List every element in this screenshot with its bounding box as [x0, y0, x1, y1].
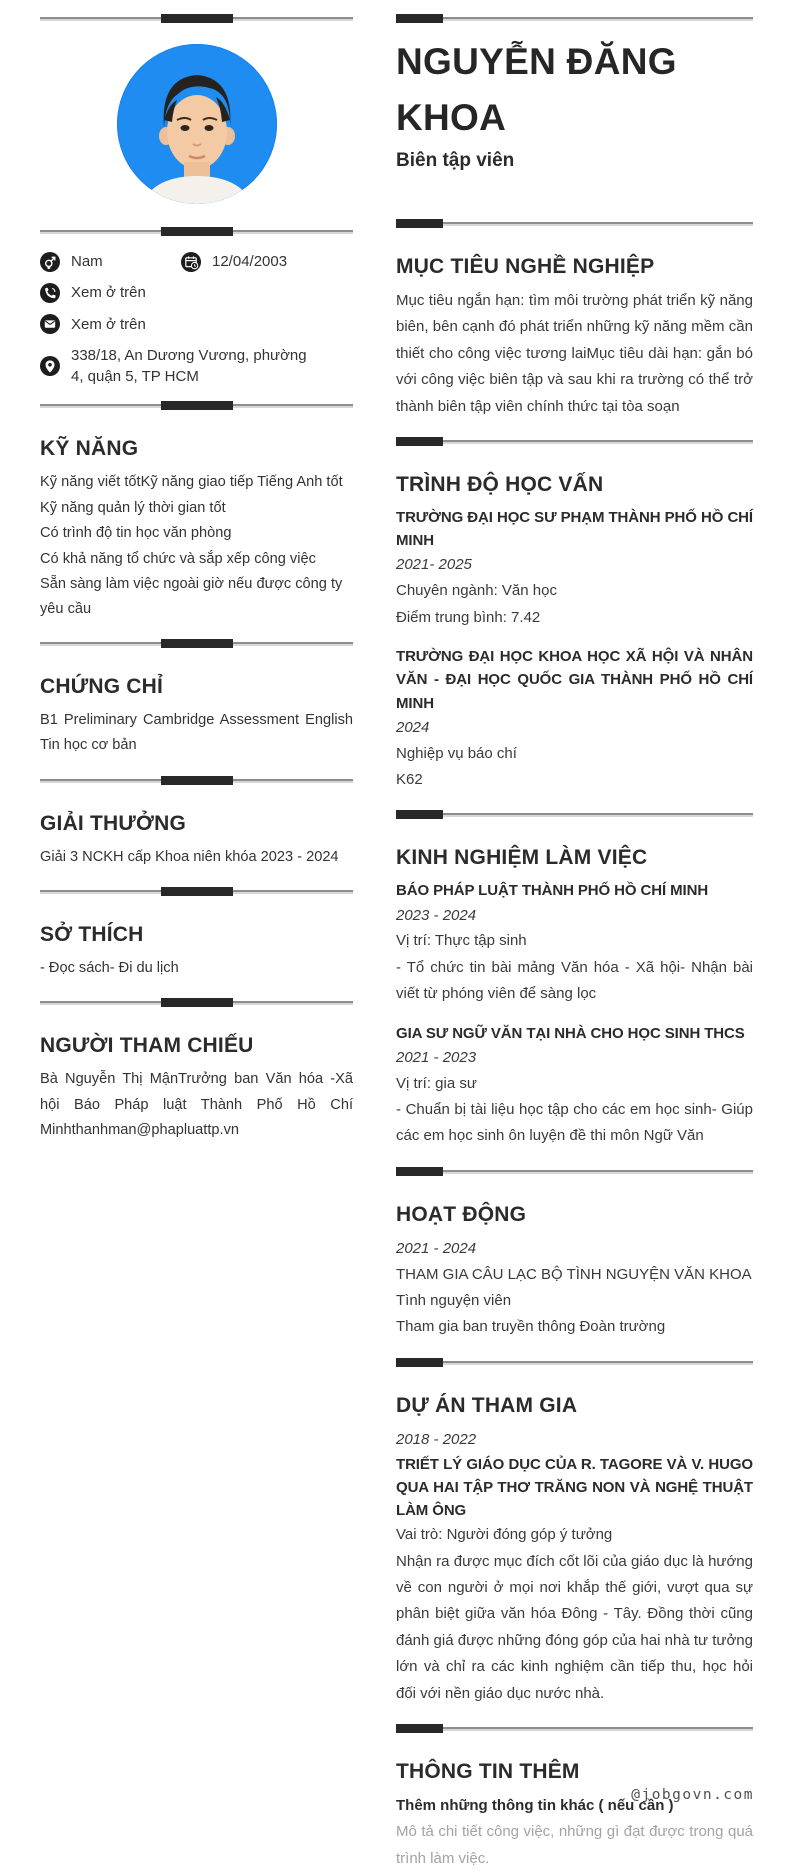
- project-entry: [396, 1427, 753, 1707]
- contact-info: [40, 251, 353, 387]
- divider: [396, 1167, 753, 1176]
- calendar-icon: [181, 252, 201, 272]
- additional-placeholder: Mô tả chi tiết công việc, những gì đạt được trong quá trình làm việc.: [396, 1823, 753, 1867]
- projects-heading: DỰ ÁN THAM GIA: [396, 1393, 578, 1417]
- left-column: [40, 14, 353, 1872]
- hobbies-text: - Đọc sách- Đi du lịch: [40, 960, 179, 976]
- experience-heading: KINH NGHIỆM LÀM VIỆC: [396, 846, 648, 870]
- profile-photo: [117, 44, 277, 204]
- skill-item: Kỹ năng viết tốtKỹ năng giao tiếp Tiếng Anh tốt: [40, 474, 343, 491]
- activity-period: 2021 - 2024: [396, 1239, 477, 1257]
- contact-address: [40, 345, 353, 388]
- job-org: GIA SƯ NGỮ VĂN TẠI NHÀ CHO HỌC SINH THCS: [396, 1024, 745, 1042]
- school-period: 2021- 2025: [396, 556, 472, 574]
- gender-icon: [40, 252, 60, 272]
- activity-role: Tình nguyện viên: [396, 1291, 512, 1309]
- project-description: Nhận ra được mục đích cốt lõi của giáo dục là hướng về con người ở mọi nơi khắp thế giới, vượt qua sự phân biệt giữa văn hóa Đông - Tây. Đồng thời cũng đánh giá được những đóng góp của hai nhà tư tưởng lớn và chỉ ra các kinh nghiệm cần tiếp thu, học hỏi đối với nền giáo dục nước nhà.: [396, 1552, 753, 1702]
- divider: [40, 401, 353, 410]
- contact-email: [40, 314, 353, 335]
- school-period: 2024: [396, 718, 430, 736]
- skill-item: Có trình độ tin học văn phòng: [40, 525, 232, 542]
- objective-text: Mục tiêu ngắn hạn: tìm môi trường phát triển kỹ năng biên, bên cạnh đó phát triển những kỹ năng mềm cần thiết cho công việc tương laiMục tiêu dài hạn: gắn bó với công việc biên tập và sau khi ra trường có thể trở thành biên tập viên chính thức tại tòa soạn: [396, 292, 753, 415]
- references-heading: NGƯỜI THAM CHIẾU: [40, 1034, 254, 1058]
- location-icon: [40, 356, 60, 376]
- address-value: 338/18, An Dương Vương, phường 4, quận 5, TP HCM: [71, 346, 307, 386]
- activities-heading: HOẠT ĐỘNG: [396, 1202, 527, 1226]
- birthday-value: 12/04/2003: [212, 253, 288, 270]
- phone-value: Xem ở trên: [71, 284, 146, 302]
- page-title-name: NGUYỄN ĐĂNG KHOA: [396, 41, 677, 138]
- additional-subtitle: Thêm những thông tin khác ( nếu cần ): [396, 1797, 674, 1815]
- skill-item: Kỹ năng quản lý thời gian tốt: [40, 499, 226, 516]
- job-detail: - Tổ chức tin bài mảng Văn hóa - Xã hội- Nhận bài viết từ phóng viên để sàng lọc: [396, 958, 753, 1003]
- divider: [396, 1358, 753, 1367]
- mail-icon: [40, 314, 60, 334]
- education-entry: [396, 506, 753, 631]
- divider: [396, 14, 753, 23]
- divider: [40, 14, 353, 23]
- hobbies-heading: SỞ THÍCH: [40, 923, 144, 946]
- job-position: Vị trí: gia sư: [396, 1074, 477, 1092]
- job-period: 2021 - 2023: [396, 1048, 477, 1066]
- school-name: TRƯỜNG ĐẠI HỌC KHOA HỌC XÃ HỘI VÀ NHÂN VĂN - ĐẠI HỌC QUỐC GIA THÀNH PHỐ HỒ CHÍ MINH: [396, 648, 753, 712]
- contact-row-gender-birthday: [40, 251, 353, 272]
- contact-phone: [40, 282, 353, 303]
- activity-entry: [396, 1236, 753, 1341]
- job-detail: - Chuẩn bị tài liệu học tập cho các em học sinh- Giúp các em học sinh ôn luyện đề thi môn Ngữ Văn: [396, 1101, 753, 1145]
- experience-entry: [396, 879, 753, 1007]
- photo-area: [40, 44, 353, 204]
- education-heading: TRÌNH ĐỘ HỌC VẤN: [396, 472, 604, 496]
- skill-item: Có khả năng tổ chức và sắp xếp công việc: [40, 550, 316, 567]
- divider: [396, 219, 753, 228]
- contact-birthday: [181, 251, 287, 272]
- divider: [40, 887, 353, 896]
- school-major: Chuyên ngành: Văn học: [396, 582, 557, 600]
- awards-heading: GIẢI THƯỞNG: [40, 811, 187, 835]
- divider: [396, 1724, 753, 1733]
- skill-item: Sẵn sàng làm việc ngoài giờ nếu được công ty yêu cầu: [40, 576, 343, 618]
- divider: [40, 227, 353, 236]
- job-org: BÁO PHÁP LUẬT THÀNH PHỐ HỒ CHÍ MINH: [396, 882, 709, 900]
- experience-entry: [396, 1022, 753, 1150]
- divider: [396, 437, 753, 446]
- phone-icon: [40, 283, 60, 303]
- project-name: TRIẾT LÝ GIÁO DỤC CỦA R. TAGORE VÀ V. HUGO QUA HAI TẬP THƠ TRĂNG NON VÀ NGHỆ THUẬT LÀM ÔNG: [396, 1455, 753, 1520]
- project-role: Vai trò: Người đóng góp ý tưởng: [396, 1526, 613, 1544]
- divider: [40, 998, 353, 1007]
- gender-value: Nam: [71, 253, 103, 270]
- skills-list: [40, 470, 353, 622]
- project-period: 2018 - 2022: [396, 1430, 477, 1448]
- email-value: Xem ở trên: [71, 315, 146, 333]
- additional-heading: THÔNG TIN THÊM: [396, 1760, 580, 1784]
- certificates-heading: CHỨNG CHỈ: [40, 674, 164, 698]
- right-column: [396, 14, 753, 1872]
- objective-heading: MỤC TIÊU NGHỀ NGHIỆP: [396, 255, 655, 278]
- references-text: Bà Nguyễn Thị MậnTrưởng ban Văn hóa -Xã hội Báo Pháp luật Thành Phố Hồ Chí Minhthanhman@phapluattp.vn: [40, 1071, 353, 1139]
- divider: [396, 810, 753, 819]
- awards-text: Giải 3 NCKH cấp Khoa niên khóa 2023 - 2024: [40, 848, 339, 865]
- divider: [40, 639, 353, 648]
- certificates-text: B1 Preliminary Cambridge Assessment English Tin học cơ bản: [40, 711, 353, 754]
- school-name: TRƯỜNG ĐẠI HỌC SƯ PHẠM THÀNH PHỐ HỒ CHÍ MINH: [396, 508, 753, 550]
- divider: [40, 776, 353, 785]
- contact-gender: [40, 251, 181, 272]
- avatar-illustration: [117, 44, 277, 204]
- activity-detail: Tham gia ban truyền thông Đoàn trường: [396, 1318, 666, 1336]
- job-position: Vị trí: Thực tập sinh: [396, 932, 527, 950]
- watermark-brand: @jobgovn.com: [631, 1787, 754, 1803]
- education-entry: [396, 645, 753, 793]
- skills-heading: KỸ NĂNG: [40, 437, 139, 461]
- school-program: Nghiệp vụ báo chí: [396, 744, 517, 762]
- school-cohort: K62: [396, 770, 423, 788]
- job-period: 2023 - 2024: [396, 906, 477, 924]
- job-title: Biên tập viên: [396, 150, 515, 171]
- school-gpa: Điểm trung bình: 7.42: [396, 608, 541, 626]
- activity-name: THAM GIA CÂU LẠC BỘ TÌNH NGUYỆN VĂN KHOA: [396, 1265, 752, 1283]
